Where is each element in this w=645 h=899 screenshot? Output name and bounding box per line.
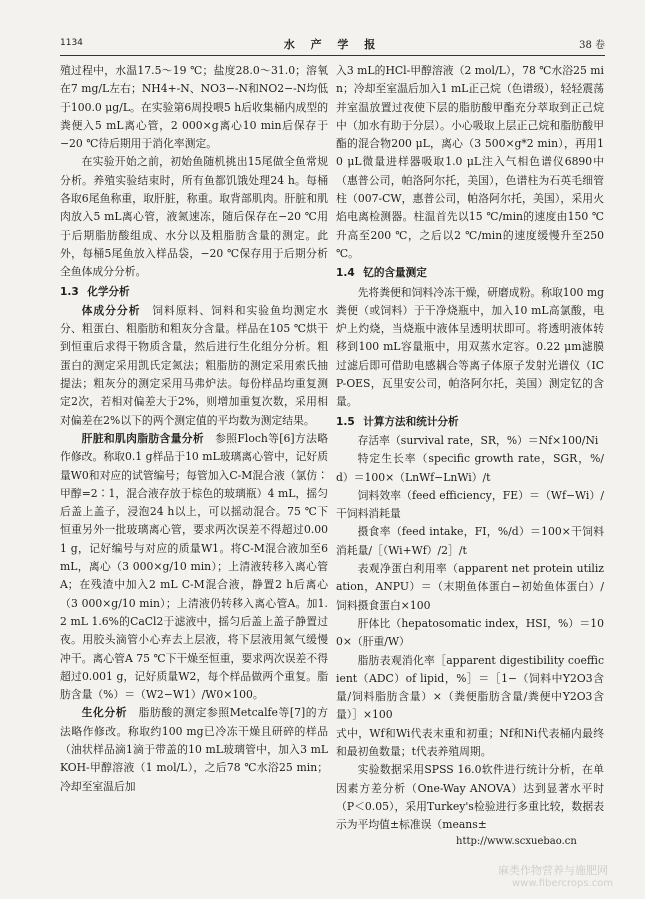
header-rule (60, 55, 605, 56)
paragraph-text: 脂肪酸的测定参照Metcalfe等[7]的方法略作修改。称取约100 mg已冷冻干燥且研碎的样品（油状样品滴1滴于带盖的10 mL玻璃管中，加入3 mL KOH-甲醇溶液（1 mol/L），之后78 ℃水浴25 min；冷却至室温后加 (60, 706, 329, 793)
section-title: 化学分析 (87, 285, 130, 298)
subsection-title: 体成分分析 (81, 303, 141, 317)
paragraph-text: 脂肪表观消化率［apparent digestibility coefficient（ADC）of lipid，%］＝［1−（饲料中Y2O3含量/饲料脂肪含量）×（粪便脂肪含量/粪便中Y2O3含量）］×100 (336, 653, 604, 722)
left-column (60, 62, 328, 796)
paragraph-text: 在实验开始之前，初始鱼随机挑出15尾做全鱼常规分析。养殖实验结束时，所有鱼都饥饿处理24 h。每桶各取6尾鱼称重，取肝脏，称重。取背部肌肉。肝脏和肌肉放入5 mL离心管，液氮速冻，随后保存在−20 ℃用于后期脂肪酸组成、水分以及粗脂肪含量的测定。此外，每桶5尾鱼放入样品袋，−20 ℃保存用于后期分析全鱼体成分分析。 (60, 155, 328, 279)
body-paragraph (336, 560, 604, 615)
body-paragraph (336, 761, 604, 834)
paragraph-text: 特定生长率（specific growth rate，SGR，%/d）＝100×（LnWf−LnWi）/t (336, 452, 604, 484)
paragraph-text: 参照Floch等[6]方法略作修改。称取0.1 g样品于10 mL玻璃离心管中，记好质量W0和对应的试管编号；每管加入C-M混合液（氯仿∶甲醇=2∶1，混合液存放于棕色的玻璃瓶）4 mL，摇匀后盖上盖子，浸泡24 h以上，可以摇动混合。75 ℃下恒重另外一批玻璃离心管，要求两次误差不得超过0.001 g，记好编号与对应的质量W1。将C-M混合液加至6 mL，离心（3 000×g/10 min）；上清液转移入离心管A；在残渣中加入2 mL C-M混合液，静置2 h后离心（3 000×g/10 min）；上清液仍转移入离心管A。加1.2 mL 1.6%的CaCl2于滤液中，摇匀后盖上盖子静置过夜。用胶头滴管小心弃去上层液，将下层液用氮气缓慢冲干。离心管A 75 ℃下干燥至恒重，要求两次误差不得超过0.001 g，记好质量W2，每个样品做两个重复。脂肪含量（%）＝（W2−W1）/W0×100。 (60, 431, 328, 702)
section-heading (60, 283, 328, 301)
section-title: 计算方法和统计分析 (363, 415, 459, 428)
body-paragraph (60, 430, 328, 704)
body-paragraph (336, 284, 604, 412)
journal-title: 水 产 学 报 (283, 38, 382, 51)
body-paragraph (336, 615, 604, 652)
body-paragraph (60, 153, 328, 281)
section-heading (336, 264, 604, 282)
subsection-title: 肝脏和肌肉脂肪含量分析 (81, 431, 205, 445)
section-heading (336, 413, 604, 431)
watermark-site-name: 麻类作物营养与施肥网 (498, 864, 608, 877)
body-paragraph (336, 652, 604, 725)
body-paragraph (336, 432, 604, 450)
paragraph-text: 存活率（survival rate，SR，%）＝Nf×100/Ni (357, 433, 599, 447)
watermark-url: www.fibercrops.com (512, 878, 614, 889)
paragraph-text: 先将粪便和饲料冷冻干燥，研磨成粉。称取100 mg粪便（或饲料）于干净烧瓶中，加入10 mL高氯酸，电炉上灼烧，当烧瓶中液体呈透明状即可。将透明液体转移到100 mL容量瓶中，用双蒸水定容。0.22 μm滤膜过滤后即可借助电感耦合等离子体原子发射光谱仪（ICP-OES，瓦里安公司，帕洛阿尔托，美国）测定钇的含量。 (336, 285, 604, 409)
subsection-title: 生化分析 (81, 706, 128, 720)
section-title: 钇的含量测定 (363, 267, 427, 280)
section-number: 1.4 (336, 267, 355, 280)
body-paragraph (336, 450, 604, 487)
running-header (60, 36, 605, 52)
section-number: 1.3 (60, 285, 79, 298)
body-paragraph (336, 487, 604, 524)
paragraph-text: 肝体比（hepatosomatic index，HSI，%）＝100×（肝重/W） (336, 616, 604, 649)
paragraph-text: 表观净蛋白利用率（apparent net protein utilization，ANPU）＝（末期鱼体蛋白−初始鱼体蛋白）/饲料摄食蛋白×100 (336, 562, 604, 612)
right-column (336, 62, 604, 834)
paragraph-text: 入3 mL的HCl-甲醇溶液（2 mol/L），78 ℃水浴25 min；冷却至室温后加入1 mL正己烷（色谱级），轻轻震荡并室温放置过夜使下层的脂肪酸甲酯充分萃取到正己烷中（加水有助于分层）。小心吸取上层正己烷和脂肪酸甲酯的混合物200 μL，离心（3 500×g*2 min），再用10 μL微量进样器吸取1.0 μL注入气相色谱仪6890中（惠普公司，帕洛阿尔托，美国），色谱柱为石英毛细管柱（007-CW，惠普公司，帕洛阿尔托，美国），采用火焰电离检测器。柱温首先以15 ℃/min的速度由150 ℃升高至200 ℃，之后以2 ℃/min的速度缓慢升至250 ℃。 (336, 64, 604, 260)
paragraph-text: 殖过程中，水温17.5～19 ℃；盐度28.0～31.0；溶氧在7 mg/L左右；NH4+-N、NO3−-N和NO2−-N均低于100.0 μg/L。在实验第6周投喂5 h后收集桶内成型的粪便入5 mL离心管，2 000×g离心10 min后保存于−20 ℃待后期用于消化率测定。 (60, 64, 328, 151)
body-paragraph (60, 62, 328, 153)
paragraph-text: 饲料效率（feed efficiency，FE）＝（Wf−Wi）/干饲料消耗量 (336, 488, 604, 521)
body-paragraph (336, 62, 604, 263)
paragraph-text: 饲料原料、饲料和实验鱼均测定水分、粗蛋白、粗脂肪和粗灰分含量。样品在105 ℃烘干到恒重后求得干物质含量，然后进行生化组分分析。粗蛋白的测定采用凯氏定氮法；粗脂肪的测定采用索氏抽提法；粗灰分的测定采用马弗炉法。每份样品均重复测定2次，若相对偏差大于2%，则增加重复次数，采用相对偏差在2%以下的两个测定值的平均数为测定结果。 (60, 303, 329, 427)
paragraph-text: 摄食率（feed intake，FI，%/d）＝100×干饲料消耗量/［（Wi+Wf）/2］/t (336, 525, 604, 557)
footer-url[interactable]: http://www.scxuebao.cn (456, 836, 577, 847)
paragraph-text: 式中，Wf和Wi代表末重和初重；Nf和Ni代表桶内最终和最初鱼数量；t代表养殖周期。 (336, 726, 604, 758)
body-paragraph (336, 523, 604, 560)
page-number: 1134 (60, 38, 83, 48)
body-paragraph (60, 302, 328, 430)
section-number: 1.5 (336, 415, 355, 428)
body-paragraph (60, 704, 328, 795)
body-paragraph (336, 725, 604, 762)
volume-label: 38 卷 (579, 40, 605, 51)
paragraph-text: 实验数据采用SPSS 16.0软件进行统计分析，在单因素方差分析（One-Way ANOVA）达到显著水平时（P＜0.05），采用Turkey's检验进行多重比较，数据表示为平均值±标准误（means± (336, 763, 604, 832)
